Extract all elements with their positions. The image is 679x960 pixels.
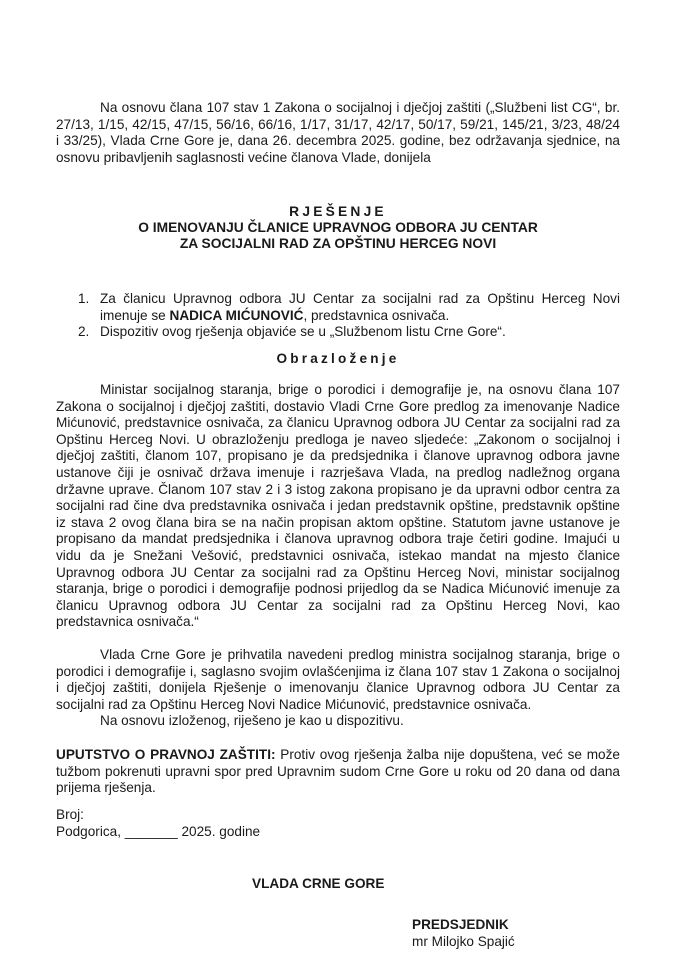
appointee-name: NADICA MIĆUNOVIĆ: [169, 307, 304, 323]
issuing-organization: VLADA CRNE GORE: [252, 876, 385, 891]
reasoning-paragraph-2: Vlada Crne Gore je prihvatila navedeni predlog ministra socijalnog staranja, brige o porodici i demografije i, saglasno svojim ovlašćenjima iz člana 107 stav 1 Zakona o socijalnoj i dječjoj zaštiti, donijela Rješenje o imenovanju članice Upravnog odbora JU Centar za socijalni rad za Opštinu Herceg Novi Nadice Mićunović, predstavnice osnivača.: [56, 647, 620, 712]
dispositive-text: , predstavnica osnivača.: [303, 307, 450, 323]
legal-remedy-paragraph: [56, 747, 620, 797]
dispositive-text: Dispozitiv ovog rješenja objaviće se u „Službenom listu Crne Gore“.: [100, 324, 506, 340]
signatory-name: mr Milojko Spajić: [412, 934, 515, 949]
dispositive-item-2: [56, 324, 620, 341]
document-number-label: Broj:: [56, 807, 84, 822]
reasoning-heading: Obrazloženje: [276, 351, 400, 366]
decision-title: RJEŠENJE: [289, 204, 387, 219]
legal-remedy-label: UPUTSTVO O PRAVNOJ ZAŠTITI:: [56, 747, 276, 762]
document-footer: [56, 807, 620, 840]
preamble-paragraph: Na osnovu člana 107 stav 1 Zakona o socijalnoj i dječjoj zaštiti („Službeni list CG“, br. 27/13, 1/15, 42/15, 47/15, 56/16, 66/16, 1/17, 31/17, 42/17, 50/17, 59/21, 145/21, 3/23, 48/24 i 33/25), Vlada Crne Gore je, dana 26. decembra 2025. godine, bez održavanja sjednice, na osnovu pribavljenih saglasnosti većine članova Vlade, donijela: [56, 100, 620, 165]
list-number: 1.: [78, 291, 90, 306]
decision-title-block: [56, 204, 620, 252]
reasoning-paragraph-3: Na osnovu izloženog, riješeno je kao u dispozitivu.: [100, 713, 404, 728]
place-date: Podgorica, _______ 2025. godine: [56, 823, 261, 839]
dispositive-text: Za članicu Upravnog odbora JU Centar za socijalni rad za Opštinu Herceg Novi imenuje se: [100, 291, 620, 323]
dispositive-list: [56, 291, 620, 341]
decision-subtitle-line-1: O IMENOVANJU ČLANICE UPRAVNOG ODBORA JU CENTAR: [138, 220, 538, 235]
dispositive-item-1: [56, 291, 620, 324]
list-number: 2.: [78, 324, 90, 340]
reasoning-paragraph-1: Ministar socijalnog staranja, brige o porodici i demografije je, na osnovu člana 107 Zakona o socijalnoj i dječjoj zaštiti, dostavio Vladi Crne Gore predlog za imenovanje Nadice Mićunović, predstavnice osnivača, za članicu Upravnog odbora JU Centar za socijalni rad za Opštinu Herceg Novi. U obrazloženju predloga je naveo sljedeće: „Zakonom o socijalnoj i dječjoj zaštiti, članom 107, propisano je da predsjednika i članove upravnog odbora javne ustanove čiji je osnivač država imenuje i razrješava Vlada, na predlog nadležnog organa državne uprave. Članom 107 stav 2 i 3 istog zakona propisano je da upravni odbor centra za socijalni rad čine dva predstavnika osnivača i jedan predstavnik opštine, predstavnik opštine iz stava 2 ovog člana bira se na način propisan aktom opštine. Statutom javne ustanove je propisano da mandat predsjednika i članova upravnog odbora traje četiri godine. Imajući u vidu da je Snežani Vešović, predstavnici osnivača, istekao mandat na mjesto članice Upravnog odbora JU Centar za socijalni rad za Opštinu Herceg Novi, ministar socijalnog staranja, brige o porodici i demografije podnosi prijedlog da se Nadica Mićunović imenuje za članicu Upravnog odbora JU Centar za socijalni rad za Opštinu Herceg Novi, kao predstavnica osnivača.“: [56, 382, 620, 630]
signatory-title: PREDSJEDNIK: [412, 917, 509, 932]
legal-remedy-text: Protiv ovog rješenja žalba nije dopuštena, već se može tužbom pokrenuti upravni spor pred Upravnim sudom Crne Gore u roku od 20 dana od dana prijema rješenja.: [56, 747, 620, 796]
decision-subtitle-line-2: ZA SOCIJALNI RAD ZA OPŠTINU HERCEG NOVI: [179, 236, 497, 251]
